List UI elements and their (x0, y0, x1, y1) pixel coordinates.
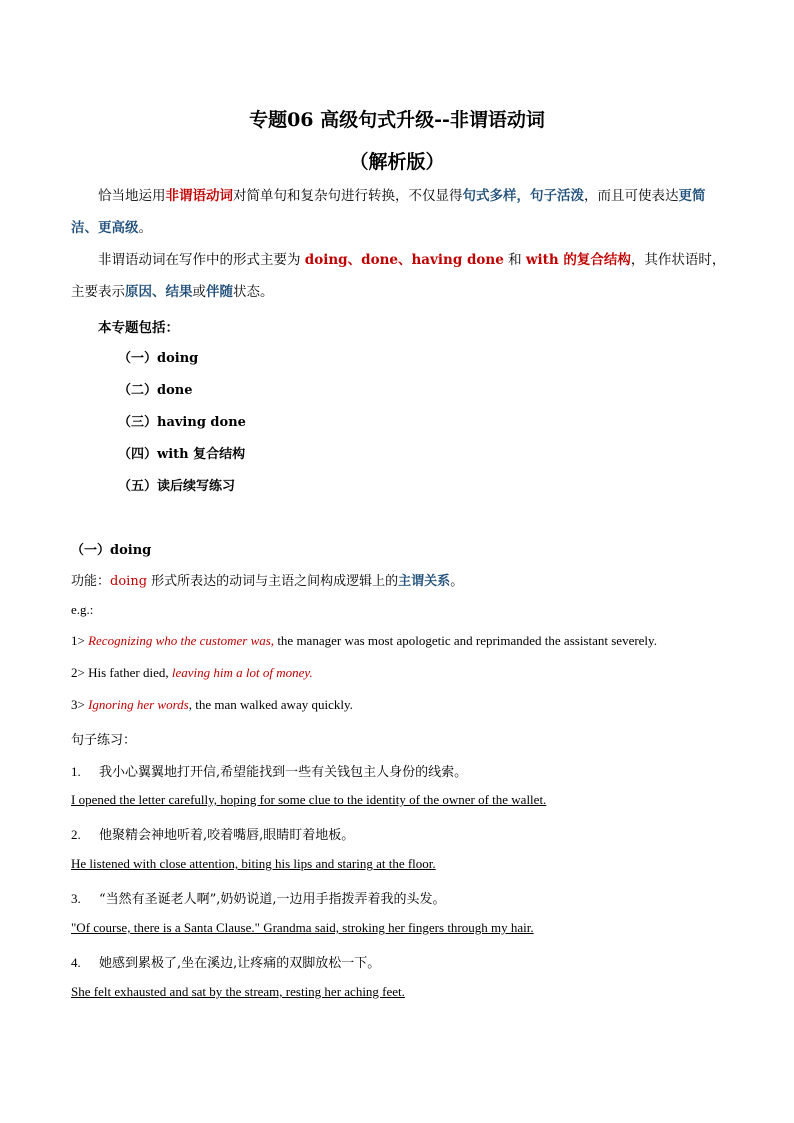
highlight-blue: 原因、结果 (125, 284, 193, 300)
text: 形式所表达的动词与主语之间构成逻辑上的 (147, 574, 399, 589)
text: 功能： (71, 574, 111, 589)
text: 她感到累极了,坐在溪边,让疼痛的双脚放松一下。 (99, 956, 381, 971)
text: 1. (71, 764, 81, 779)
eg-label: e.g.: (71, 602, 94, 617)
practice-item (71, 761, 467, 780)
text: 。 (138, 220, 152, 236)
practice-answer: I opened the letter carefully, hoping for some clue to the identity of the owner of the wallet. (71, 792, 547, 807)
text: 3> (71, 697, 89, 712)
intro-paragraph-1 (71, 180, 726, 244)
toc-heading: 本专题包括： (98, 320, 179, 336)
practice-item (71, 888, 446, 907)
practice-answer: She felt exhausted and sat by the stream, resting her aching feet. (71, 984, 405, 999)
text: “当然有圣诞老人啊”,奶奶说道,一边用手指拨弄着我的头发。 (99, 892, 446, 907)
text: ， (516, 188, 530, 204)
highlight-red: doing (110, 574, 148, 589)
highlight-red: doing、done、having done (304, 252, 504, 268)
example-3 (71, 697, 353, 713)
text: 4. (71, 955, 81, 970)
text: the manager was most apologetic and reprimanded the assistant severely. (274, 633, 657, 648)
practice-heading: 句子练习： (71, 733, 137, 748)
text: 2> (71, 665, 89, 680)
practice-item (71, 824, 354, 843)
text: , the man walked away quickly. (188, 697, 353, 712)
highlight-italic: Ignoring her words (88, 697, 189, 712)
text: 。 (450, 574, 464, 589)
text: ，其作状语时，主要表示 (71, 252, 726, 300)
practice-answer: He listened with close attention, biting his lips and staring at the floor. (71, 856, 436, 871)
highlight-italic: Recognizing who the customer was, (88, 633, 275, 648)
toc-item: （五）读后续写练习 (118, 479, 236, 494)
function-line (71, 570, 463, 589)
practice-answer: "Of course, there is a Santa Clause." Grandma said, stroking her fingers through my hair. (71, 920, 534, 935)
highlight-blue: 伴随 (206, 284, 233, 300)
practice-item (71, 952, 380, 971)
highlight-blue: 句式多样 (462, 188, 517, 204)
text: 3. (71, 891, 81, 906)
highlight-italic: leaving him a lot of money. (171, 665, 313, 680)
text: 他聚精会神地听着,咬着嘴唇,眼睛盯着地板。 (99, 828, 355, 843)
text: 恰当地运用 (98, 188, 166, 204)
text: 2. (71, 827, 81, 842)
text: 状态。 (233, 284, 274, 300)
text: 我小心翼翼地打开信,希望能找到一些有关钱包主人身份的线索。 (99, 765, 468, 780)
example-1 (71, 633, 657, 649)
text: 非谓语动词在写作中的形式主要为 (98, 252, 305, 268)
section-heading: （一）doing (71, 543, 152, 558)
highlight-red: with 的复合结构 (525, 252, 631, 268)
text: ，而且可使表达 (584, 188, 679, 204)
text: His father died, (88, 665, 172, 680)
toc-item: （二）done (118, 383, 193, 398)
example-2 (71, 665, 313, 681)
text: 1> (71, 633, 89, 648)
highlight-red: 非谓语动词 (165, 188, 233, 204)
highlight-blue: 主谓关系 (398, 574, 451, 589)
document-title: 专题06 高级句式升级--非谓语动词 (249, 109, 545, 131)
intro-paragraph-2 (71, 244, 726, 308)
document-subtitle: （解析版） (349, 151, 445, 173)
highlight-blue: 句子活泼 (530, 188, 584, 204)
text: 或 (192, 284, 206, 300)
text: 和 (503, 252, 526, 268)
toc-item: （四）with 复合结构 (118, 447, 246, 462)
highlight-blue: 更简洁、更高级 (71, 188, 706, 236)
text: 对简单句和复杂句进行转换，不仅显得 (233, 188, 463, 204)
toc-item: （三）having done (118, 415, 246, 430)
toc-item: （一）doing (118, 351, 199, 366)
